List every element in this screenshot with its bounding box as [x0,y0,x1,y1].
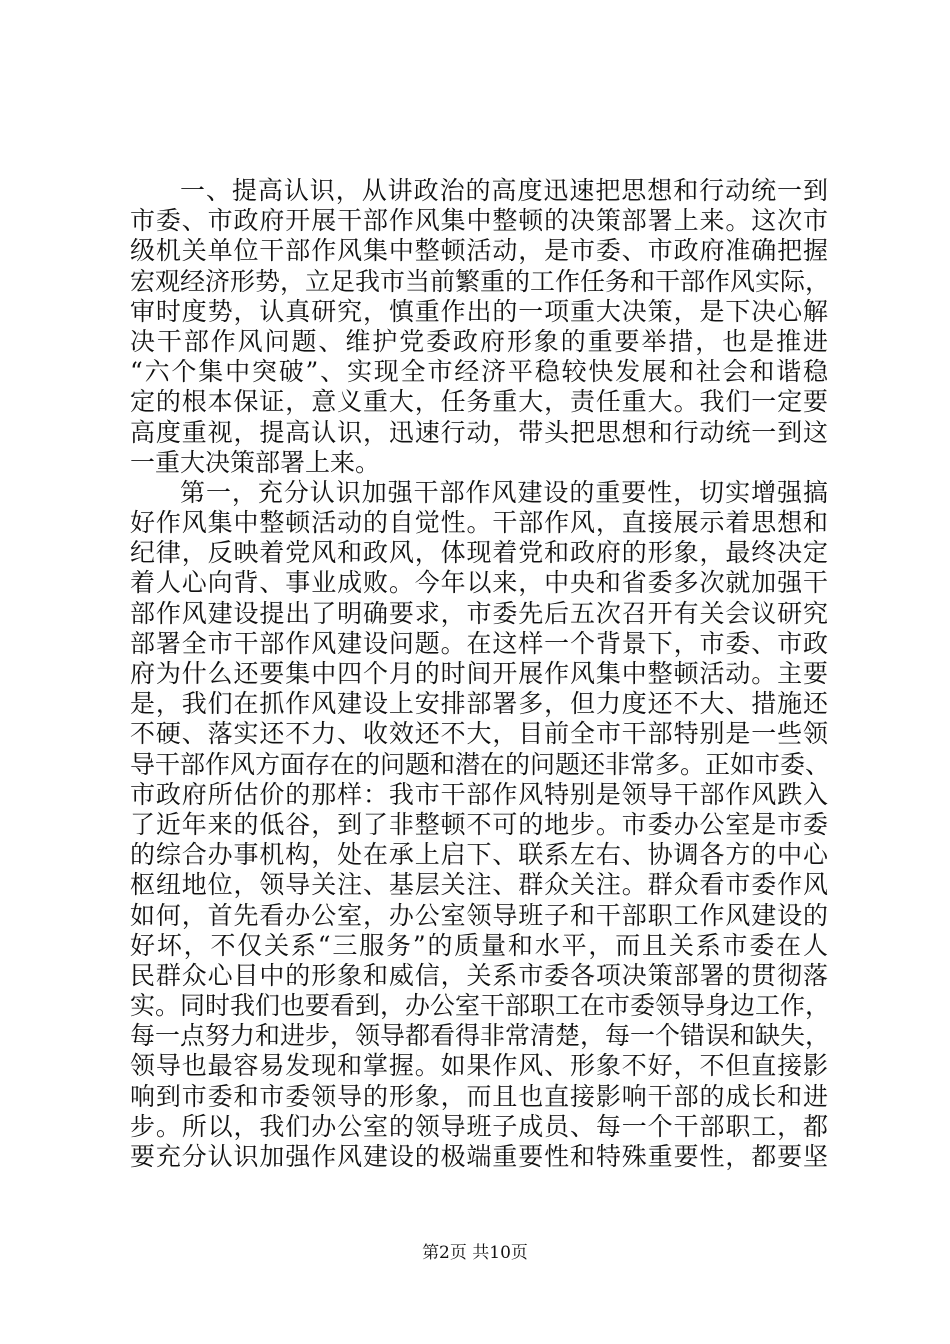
text-line: 市政府所估价的那样：我市干部作风特别是领导干部作风跌入 [130,779,828,809]
text-line: 部作风建设提出了明确要求，市委先后五次召开有关会议研究 [130,598,828,628]
body-text [130,176,831,1172]
text-line: 一重大决策部署上来。 [130,447,381,477]
text-line: 如何，首先看办公室，办公室领导班子和干部职工作风建设的 [130,900,828,930]
text-line: 民群众心目中的形象和威信，关系市委各项决策部署的贯彻落 [130,960,828,990]
text-line: 高度重视，提高认识，迅速行动，带头把思想和行动统一到这 [130,417,828,447]
text-line: 要充分认识加强作风建设的极端重要性和特殊重要性，都要坚 [130,1142,828,1171]
text-line: 每一点努力和进步，领导都看得非常清楚，每一个错误和缺失， [130,1021,831,1051]
text-line: 第一，充分认识加强干部作风建设的重要性，切实增强搞 [180,477,828,507]
text-line: 审时度势，认真研究，慎重作出的一项重大决策，是下决心解 [130,296,828,326]
text-line: 的综合办事机构，处在承上启下、联系左右、协调各方的中心 [130,840,828,870]
text-line: 决干部作风问题、维护党委政府形象的重要举措，也是推进 [130,326,828,356]
text-line: 领导也最容易发现和掌握。如果作风、形象不好，不但直接影 [130,1051,828,1081]
text-line: 了近年来的低谷，到了非整顿不可的地步。市委办公室是市委 [130,809,828,839]
text-line: 枢纽地位，领导关注、基层关注、群众关注。群众看市委作风 [130,870,828,900]
text-line: 级机关单位干部作风集中整顿活动，是市委、市政府准确把握 [130,236,828,266]
text-line: 好作风集中整顿活动的自觉性。干部作风，直接展示着思想和 [130,508,828,538]
text-line: 好坏，不仅关系“三服务”的质量和水平，而且关系市委在人 [130,930,828,960]
text-line: 响到市委和市委领导的形象，而且也直接影响干部的成长和进 [130,1081,828,1111]
text-line: 市委、市政府开展干部作风集中整顿的决策部署上来。这次市 [130,206,828,236]
page-number-footer: 第2页 共10页 [422,1243,528,1263]
text-line: 一、提高认识，从讲政治的高度迅速把思想和行动统一到 [180,176,828,205]
text-line: 府为什么还要集中四个月的时间开展作风集中整顿活动。主要 [130,659,828,688]
text-line: 实。同时我们也要看到，办公室干部职工在市委领导身边工作， [130,991,831,1021]
text-line: “六个集中突破”、实现全市经济平稳较快发展和社会和谐稳 [130,357,828,387]
text-line: 部署全市干部作风建设问题。在这样一个背景下，市委、市政 [130,628,828,658]
text-line: 宏观经济形势，立足我市当前繁重的工作任务和干部作风实际， [130,266,831,296]
text-line: 纪律，反映着党风和政风，体现着党和政府的形象，最终决定 [130,538,828,568]
text-line: 着人心向背、事业成败。今年以来，中央和省委多次就加强干 [130,568,828,598]
text-line: 导干部作风方面存在的问题和潜在的问题还非常多。正如市委、 [130,749,831,779]
text-line: 不硬、落实还不力、收效还不大，目前全市干部特别是一些领 [130,719,828,749]
text-line: 定的根本保证，意义重大，任务重大，责任重大。我们一定要 [130,387,828,417]
text-line: 是，我们在抓作风建设上安排部署多，但力度还不大、措施还 [130,689,828,719]
text-line: 步。所以，我们办公室的领导班子成员、每一个干部职工，都 [130,1111,828,1141]
